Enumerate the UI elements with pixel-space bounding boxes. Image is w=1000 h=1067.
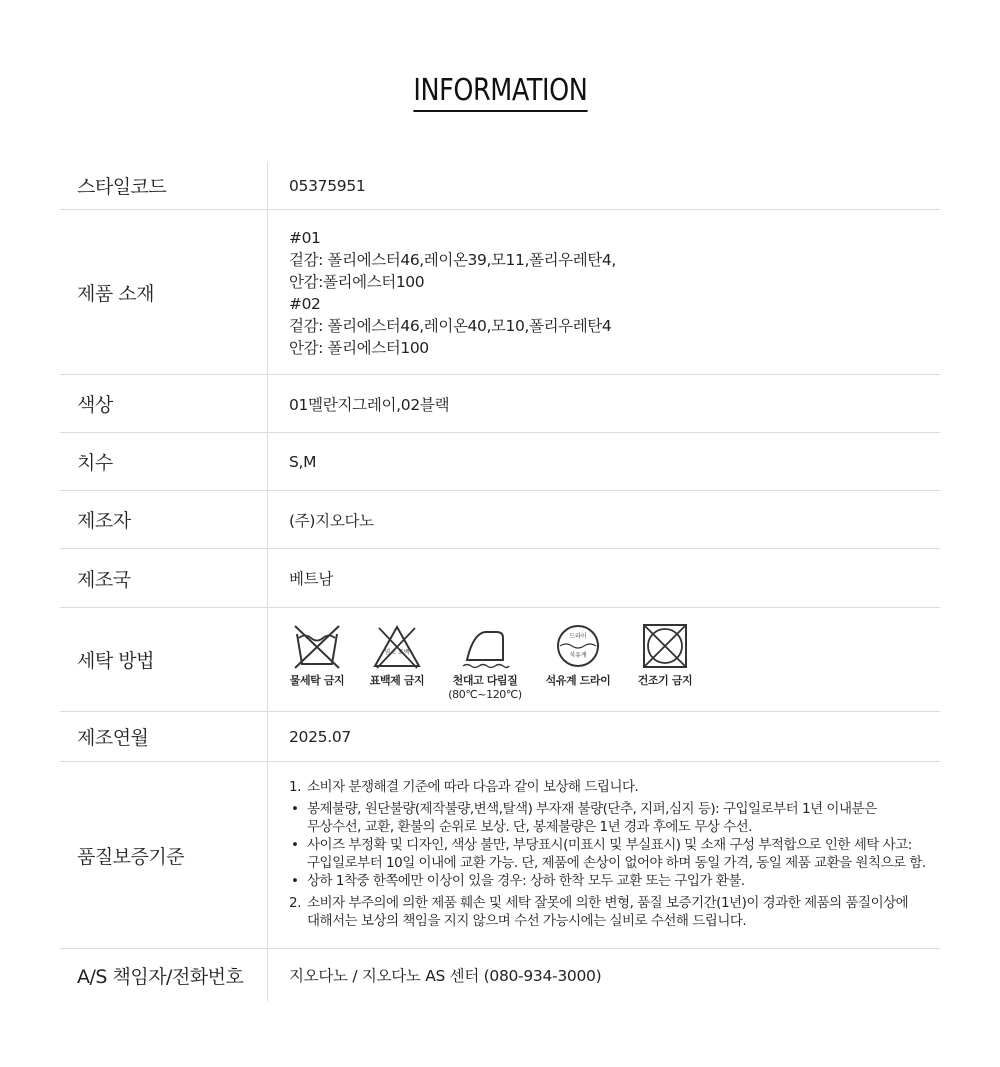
material-line: 안감:폴리에스터100 bbox=[289, 273, 425, 291]
date-value: 2025.07 bbox=[289, 727, 351, 746]
quality-line: 무상수선, 교환, 환불의 순위로 보상. 단, 봉제불량은 1년 경과 후에도 무상 수선. bbox=[307, 819, 752, 835]
no-bleach-icon-text: 염소 표백 bbox=[384, 649, 410, 656]
quality-list bbox=[289, 778, 929, 930]
quality-marker: • bbox=[291, 837, 299, 853]
country-value: 베트남 bbox=[289, 570, 334, 588]
wash-item bbox=[545, 622, 611, 702]
wash-label: 표백제 금지 bbox=[369, 674, 425, 687]
material-line: 겉감: 폴리에스터46,레이온39,모11,폴리우레탄4, bbox=[289, 251, 616, 269]
color-value: 01멜란지그레이,02블랙 bbox=[289, 395, 450, 414]
size-value: S,M bbox=[289, 452, 317, 471]
row-material bbox=[60, 210, 940, 375]
wash-label: 석유계 드라이 bbox=[545, 674, 611, 687]
wash-label: 천대고 다림질 bbox=[452, 674, 518, 687]
wash-label: 물세탁 금지 bbox=[289, 674, 345, 687]
no-tumble-dry-icon bbox=[639, 622, 691, 670]
maker-value: (주)지오다노 bbox=[289, 511, 374, 530]
quality-line: 소비자 부주의에 의한 제품 훼손 및 세탁 잘못에 의한 변형, 품질 보증기간(1년)이 경과한 제품의 품질이상에 bbox=[307, 895, 909, 911]
quality-line: 상하 1착중 한쪽에만 이상이 있을 경우: 상하 한착 모두 교환 또는 구입가 환불. bbox=[307, 873, 745, 889]
page-title bbox=[0, 72, 1000, 112]
no-bleach-icon bbox=[371, 622, 423, 670]
quality-line: 구입일로부터 10일 이내에 교환 가능. 단, 제품에 손상이 없어야 하며 동일 가격, 동일 제품 교환을 원칙으로 함. bbox=[307, 855, 926, 871]
size-label: 치수 bbox=[77, 452, 113, 474]
row-size bbox=[60, 433, 940, 491]
quality-item bbox=[289, 778, 929, 796]
material-line: 겉감: 폴리에스터46,레이온40,모10,폴리우레탄4 bbox=[289, 317, 612, 335]
style-code-label: 스타일코드 bbox=[77, 176, 167, 198]
quality-item bbox=[289, 836, 929, 872]
quality-line: 소비자 분쟁해결 기준에 따라 다음과 같이 보상해 드립니다. bbox=[307, 779, 639, 795]
quality-item bbox=[289, 894, 929, 930]
dry-icon-top-text: 드라이 bbox=[569, 633, 587, 640]
quality-line: 봉제불량, 원단불량(제작불량,변색,탈색) 부자재 불량(단추, 지퍼,심지 등): 구입일로부터 1년 이내분은 bbox=[307, 801, 877, 817]
row-style-code bbox=[60, 162, 940, 210]
style-code-value: 05375951 bbox=[289, 176, 366, 195]
information-heading: INFORMATION bbox=[413, 72, 587, 112]
dry-icon-bottom-text: 석유계 bbox=[569, 652, 587, 659]
as-label: A/S 책임자/전화번호 bbox=[77, 965, 244, 988]
info-table bbox=[60, 162, 940, 1001]
wash-item bbox=[369, 622, 425, 702]
no-water-wash-icon bbox=[291, 622, 343, 670]
country-label: 제조국 bbox=[77, 568, 131, 591]
washing-icons bbox=[289, 622, 719, 702]
wash-item bbox=[635, 622, 695, 702]
quality-marker: 1. bbox=[289, 779, 301, 795]
wash-item bbox=[449, 622, 521, 702]
material-line: #01 bbox=[289, 229, 321, 247]
wash-item bbox=[289, 622, 345, 702]
row-as bbox=[60, 949, 940, 1001]
quality-marker: 2. bbox=[289, 895, 301, 911]
quality-item bbox=[289, 872, 929, 890]
row-quality bbox=[60, 762, 940, 949]
maker-label: 제조자 bbox=[77, 510, 131, 532]
wash-label: 건조기 금지 bbox=[637, 674, 693, 687]
row-country bbox=[60, 549, 940, 608]
row-maker bbox=[60, 491, 940, 549]
wash-sublabel: (80℃~120℃) bbox=[448, 688, 522, 701]
row-date bbox=[60, 712, 940, 762]
quality-label: 품질보증기준 bbox=[77, 845, 185, 868]
quality-item bbox=[289, 800, 929, 836]
date-label: 제조연월 bbox=[77, 727, 149, 749]
quality-marker: • bbox=[291, 873, 299, 889]
quality-line: 사이즈 부정확 및 디자인, 색상 불만, 부당표시(미표시 및 부실표시) 및 소재 구성 부적합으로 인한 세탁 사고: bbox=[307, 837, 912, 853]
as-value: 지오다노 / 지오다노 AS 센터 (080-934-3000) bbox=[289, 967, 602, 985]
row-color bbox=[60, 375, 940, 433]
quality-marker: • bbox=[291, 801, 299, 817]
iron-icon bbox=[459, 622, 511, 670]
material-label: 제품 소재 bbox=[77, 282, 154, 305]
dry-clean-petroleum-icon bbox=[552, 622, 604, 670]
washing-label: 세탁 방법 bbox=[77, 650, 154, 672]
material-value bbox=[289, 227, 616, 374]
color-label: 색상 bbox=[77, 394, 113, 416]
material-line: #02 bbox=[289, 295, 321, 313]
row-washing bbox=[60, 608, 940, 712]
quality-line: 대해서는 보상의 책임을 지지 않으며 수선 가능시에는 실비로 수선해 드립니다. bbox=[307, 913, 747, 929]
material-line: 안감: 폴리에스터100 bbox=[289, 339, 429, 357]
